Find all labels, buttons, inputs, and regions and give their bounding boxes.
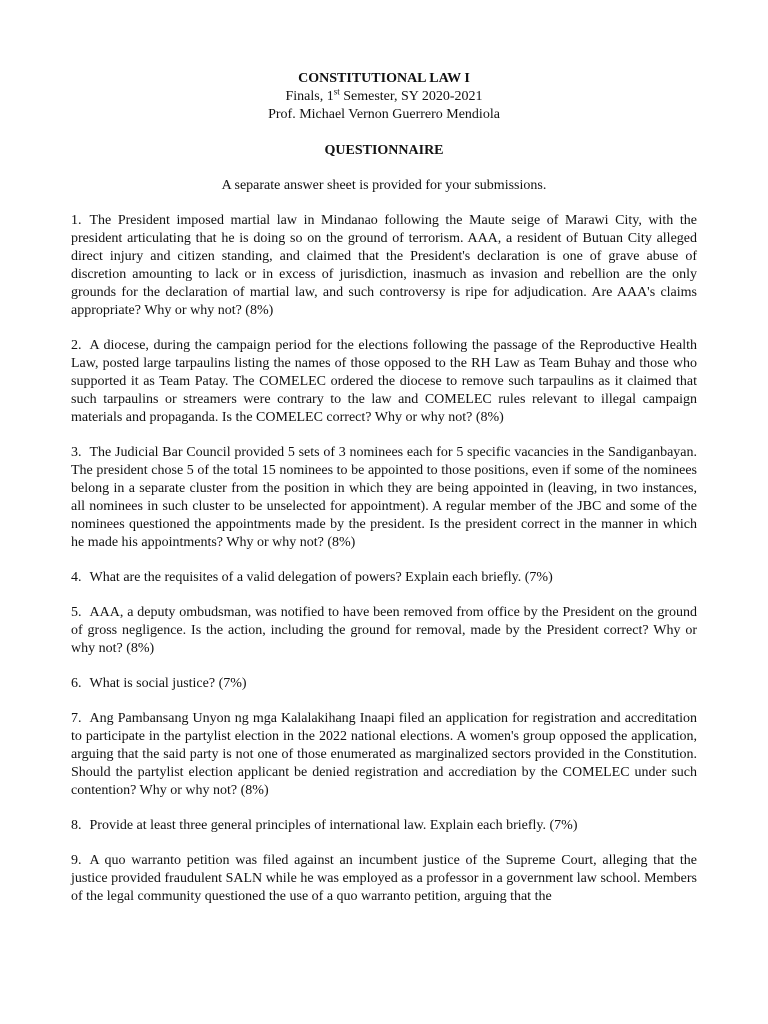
question-number: 6.	[71, 676, 82, 691]
section-title: QUESTIONNAIRE	[324, 143, 444, 158]
question-number: 2.	[71, 338, 82, 353]
exam-term-prefix: Finals, 1	[285, 89, 334, 104]
question-item	[71, 710, 697, 800]
exam-term	[71, 88, 697, 106]
question-text: Provide at least three general principles of international law. Explain each briefly. (7%)	[89, 818, 578, 833]
question-item	[71, 569, 697, 587]
course-title: CONSTITUTIONAL LAW I	[298, 71, 470, 86]
instruction-text: A separate answer sheet is provided for your submissions.	[221, 178, 547, 193]
question-text: What are the requisites of a valid delegation of powers? Explain each briefly. (7%)	[89, 570, 553, 585]
question-item	[71, 675, 697, 693]
question-number: 5.	[71, 605, 82, 620]
question-number: 1.	[71, 213, 82, 228]
question-number: 3.	[71, 445, 82, 460]
question-item	[71, 337, 697, 427]
question-text: The President imposed martial law in Mindanao following the Maute seige of Marawi City, with the president articulating that he is doing so on the ground of terrorism. AAA, a resident of Butuan City alleged direct injury and citizen standing, and claimed that the President's declaration is one of grave abuse of discretion amounting to lack or in excess of jurisdiction, inasmuch as invasion and rebellion are the only grounds for the declaration of martial law, and such controversy is ripe for adjudication. Are AAA's claims appropriate? Why or why not? (8%)	[71, 213, 697, 318]
question-number: 8.	[71, 818, 82, 833]
exam-term-suffix: Semester, SY 2020-2021	[339, 89, 483, 104]
question-item	[71, 852, 697, 906]
question-item	[71, 604, 697, 658]
question-text: AAA, a deputy ombudsman, was notified to have been removed from office by the President on the ground of gross negligence. Is the action, including the ground for removal, made by the President correct? Why or why not? (8%)	[71, 605, 697, 656]
question-number: 9.	[71, 853, 82, 868]
question-number: 4.	[71, 570, 82, 585]
question-text: Ang Pambansang Unyon ng mga Kalalakihang Inaapi filed an application for registration and accreditation to participate in the partylist election in the 2022 national elections. A women's group opposed the application, arguing that the said party is not one of those enumerated as marginalized sectors provided in the Constitution. Should the partylist election applicant be denied registration and accrediation by the COMELEC under such contention? Why or why not? (8%)	[71, 711, 697, 798]
question-text: The Judicial Bar Council provided 5 sets of 3 nominees each for 5 specific vacancies in the Sandiganbayan. The president chose 5 of the total 15 nominees to be appointed to those positions, even if some of the nominees belong in a separate cluster from the position in which they are being appointed in (leaving, in two instances, all nominees in such cluster to be unselected for appointment). A regular member of the JBC and some of the nominees questioned the appointments made by the president. Is the president correct in the manner in which he made his appointments? Why or why not? (8%)	[71, 445, 697, 550]
question-item	[71, 817, 697, 835]
exam-page	[71, 70, 697, 923]
exam-term-ordinal: st	[333, 86, 340, 97]
question-text: A quo warranto petition was filed against an incumbent justice of the Supreme Court, alleging that the justice provided fraudulent SALN while he was employed as a professor in a government law school. Members of the legal community questioned the use of a quo warranto petition, arguing that the	[71, 853, 697, 904]
question-text: A diocese, during the campaign period for the elections following the passage of the Reproductive Health Law, posted large tarpaulins listing the names of those opposed to the RH Law as Team Buhay and those who supported it as Team Patay. The COMELEC ordered the diocese to remove such tarpaulins as it claimed that such tarpaulins or streamers were contrary to the law and COMELEC rules relevant to illegal campaign materials and propaganda. Is the COMELEC correct? Why or why not? (8%)	[71, 338, 697, 425]
question-item	[71, 444, 697, 552]
professor-name: Prof. Michael Vernon Guerrero Mendiola	[268, 107, 500, 122]
question-number: 7.	[71, 711, 82, 726]
question-item	[71, 212, 697, 320]
question-text: What is social justice? (7%)	[89, 676, 247, 691]
